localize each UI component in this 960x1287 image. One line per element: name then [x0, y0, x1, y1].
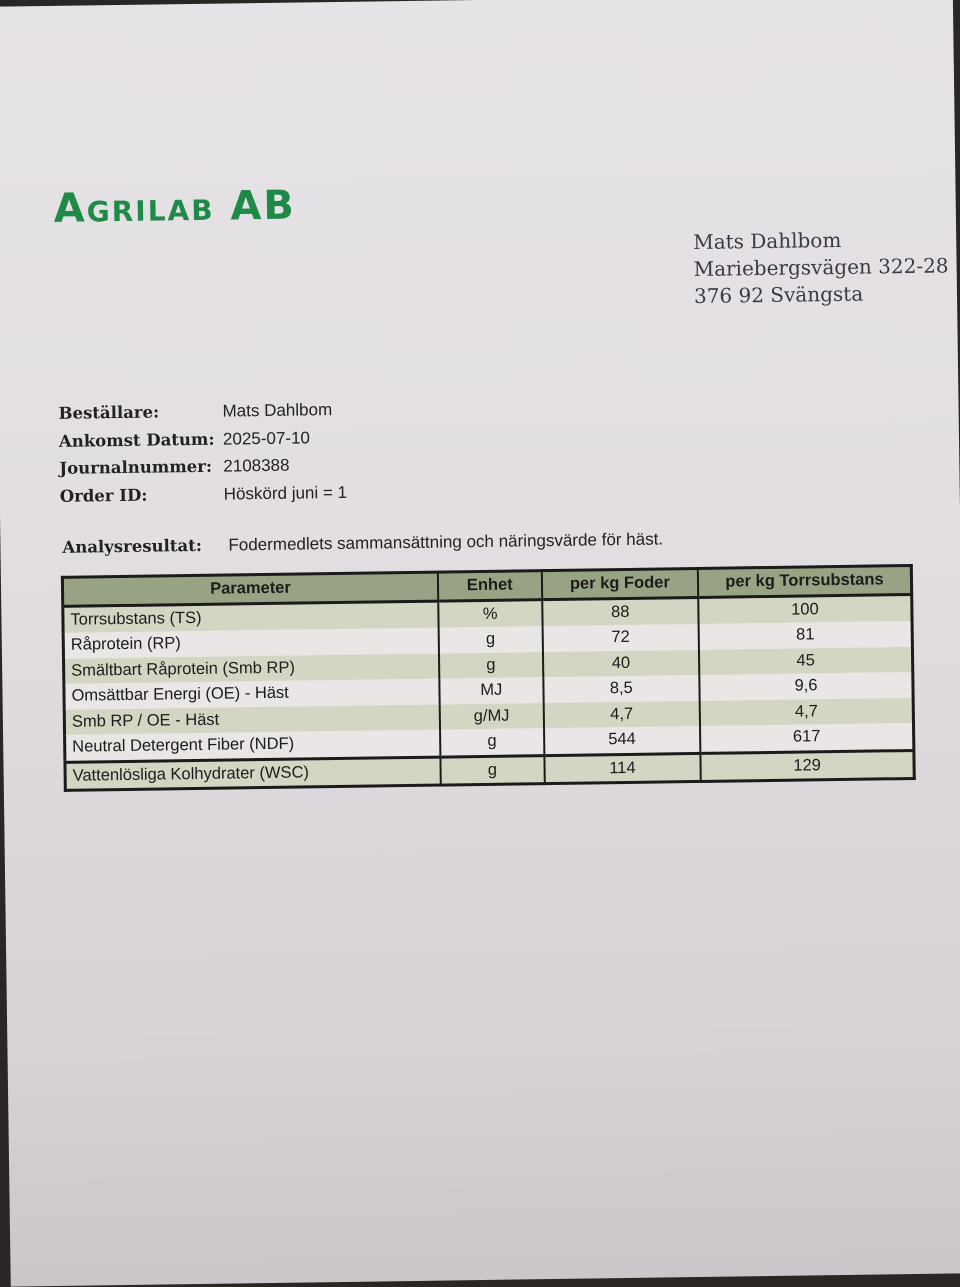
meta-value: Mats Dahlbom: [222, 400, 332, 422]
cell-per-kg-foder: 4,7: [543, 700, 700, 728]
cell-unit: g/MJ: [440, 703, 544, 730]
cell-parameter: Smb RP / OE - Häst: [64, 704, 440, 735]
meta-value: 2108388: [223, 456, 289, 477]
cell-per-kg-foder: 40: [543, 649, 700, 677]
cell-unit: g: [439, 626, 543, 653]
order-meta: [58, 404, 60, 514]
recipient-postal: 376 92 Svängsta: [694, 279, 949, 310]
analysis-results-table: [61, 564, 916, 792]
meta-value: Höskörd juni = 1: [224, 482, 348, 504]
cell-per-kg-ts: 129: [700, 750, 914, 781]
header-unit: Enhet: [438, 571, 542, 601]
cell-per-kg-ts: 9,6: [699, 672, 913, 700]
recipient-name: Mats Dahlbom: [693, 225, 948, 256]
analysis-description: Fodermedlets sammansättning och näringsvärde för häst.: [228, 529, 663, 555]
cell-per-kg-foder: 114: [544, 753, 701, 784]
recipient-address: [693, 225, 949, 310]
cell-parameter: Neutral Detergent Fiber (NDF): [65, 730, 441, 762]
cell-unit: %: [438, 599, 542, 627]
meta-label: Order ID:: [60, 485, 148, 505]
analysis-label: Analysresultat:: [62, 536, 202, 557]
cell-per-kg-foder: 72: [542, 624, 699, 652]
cell-parameter: Omsättbar Energi (OE) - Häst: [64, 679, 440, 710]
cell-parameter: Vattenlösliga Kolhydrater (WSC): [65, 757, 441, 791]
cell-per-kg-ts: 100: [698, 594, 912, 624]
cell-unit: g: [440, 755, 544, 785]
cell-parameter: Smältbart Råprotein (Smb RP): [64, 653, 440, 684]
cell-per-kg-ts: 4,7: [700, 697, 914, 725]
cell-per-kg-foder: 88: [542, 597, 699, 626]
cell-unit: g: [440, 728, 544, 756]
cell-per-kg-ts: 617: [700, 723, 914, 753]
meta-value: 2025-07-10: [223, 428, 310, 449]
meta-label: Journalnummer:: [59, 457, 212, 478]
company-logo: Agrilab AB: [53, 183, 296, 232]
cell-unit: g: [439, 652, 543, 679]
meta-label: Ankomst Datum:: [59, 429, 215, 450]
meta-label: Beställare:: [58, 402, 159, 422]
header-per-kg-foder: per kg Foder: [541, 568, 698, 599]
header-parameter: Parameter: [62, 572, 438, 606]
cell-per-kg-ts: 81: [699, 621, 913, 649]
cell-per-kg-ts: 45: [699, 646, 913, 674]
analysis-line: [62, 528, 762, 538]
header-per-kg-torrsubstans: per kg Torrsubstans: [698, 565, 912, 596]
cell-parameter: Torrsubstans (TS): [63, 601, 439, 633]
cell-per-kg-foder: 8,5: [543, 675, 700, 703]
cell-parameter: Råprotein (RP): [63, 628, 439, 659]
recipient-street: Mariebergsvägen 322-28: [693, 252, 948, 283]
cell-per-kg-foder: 544: [544, 726, 701, 755]
cell-unit: MJ: [439, 677, 543, 704]
